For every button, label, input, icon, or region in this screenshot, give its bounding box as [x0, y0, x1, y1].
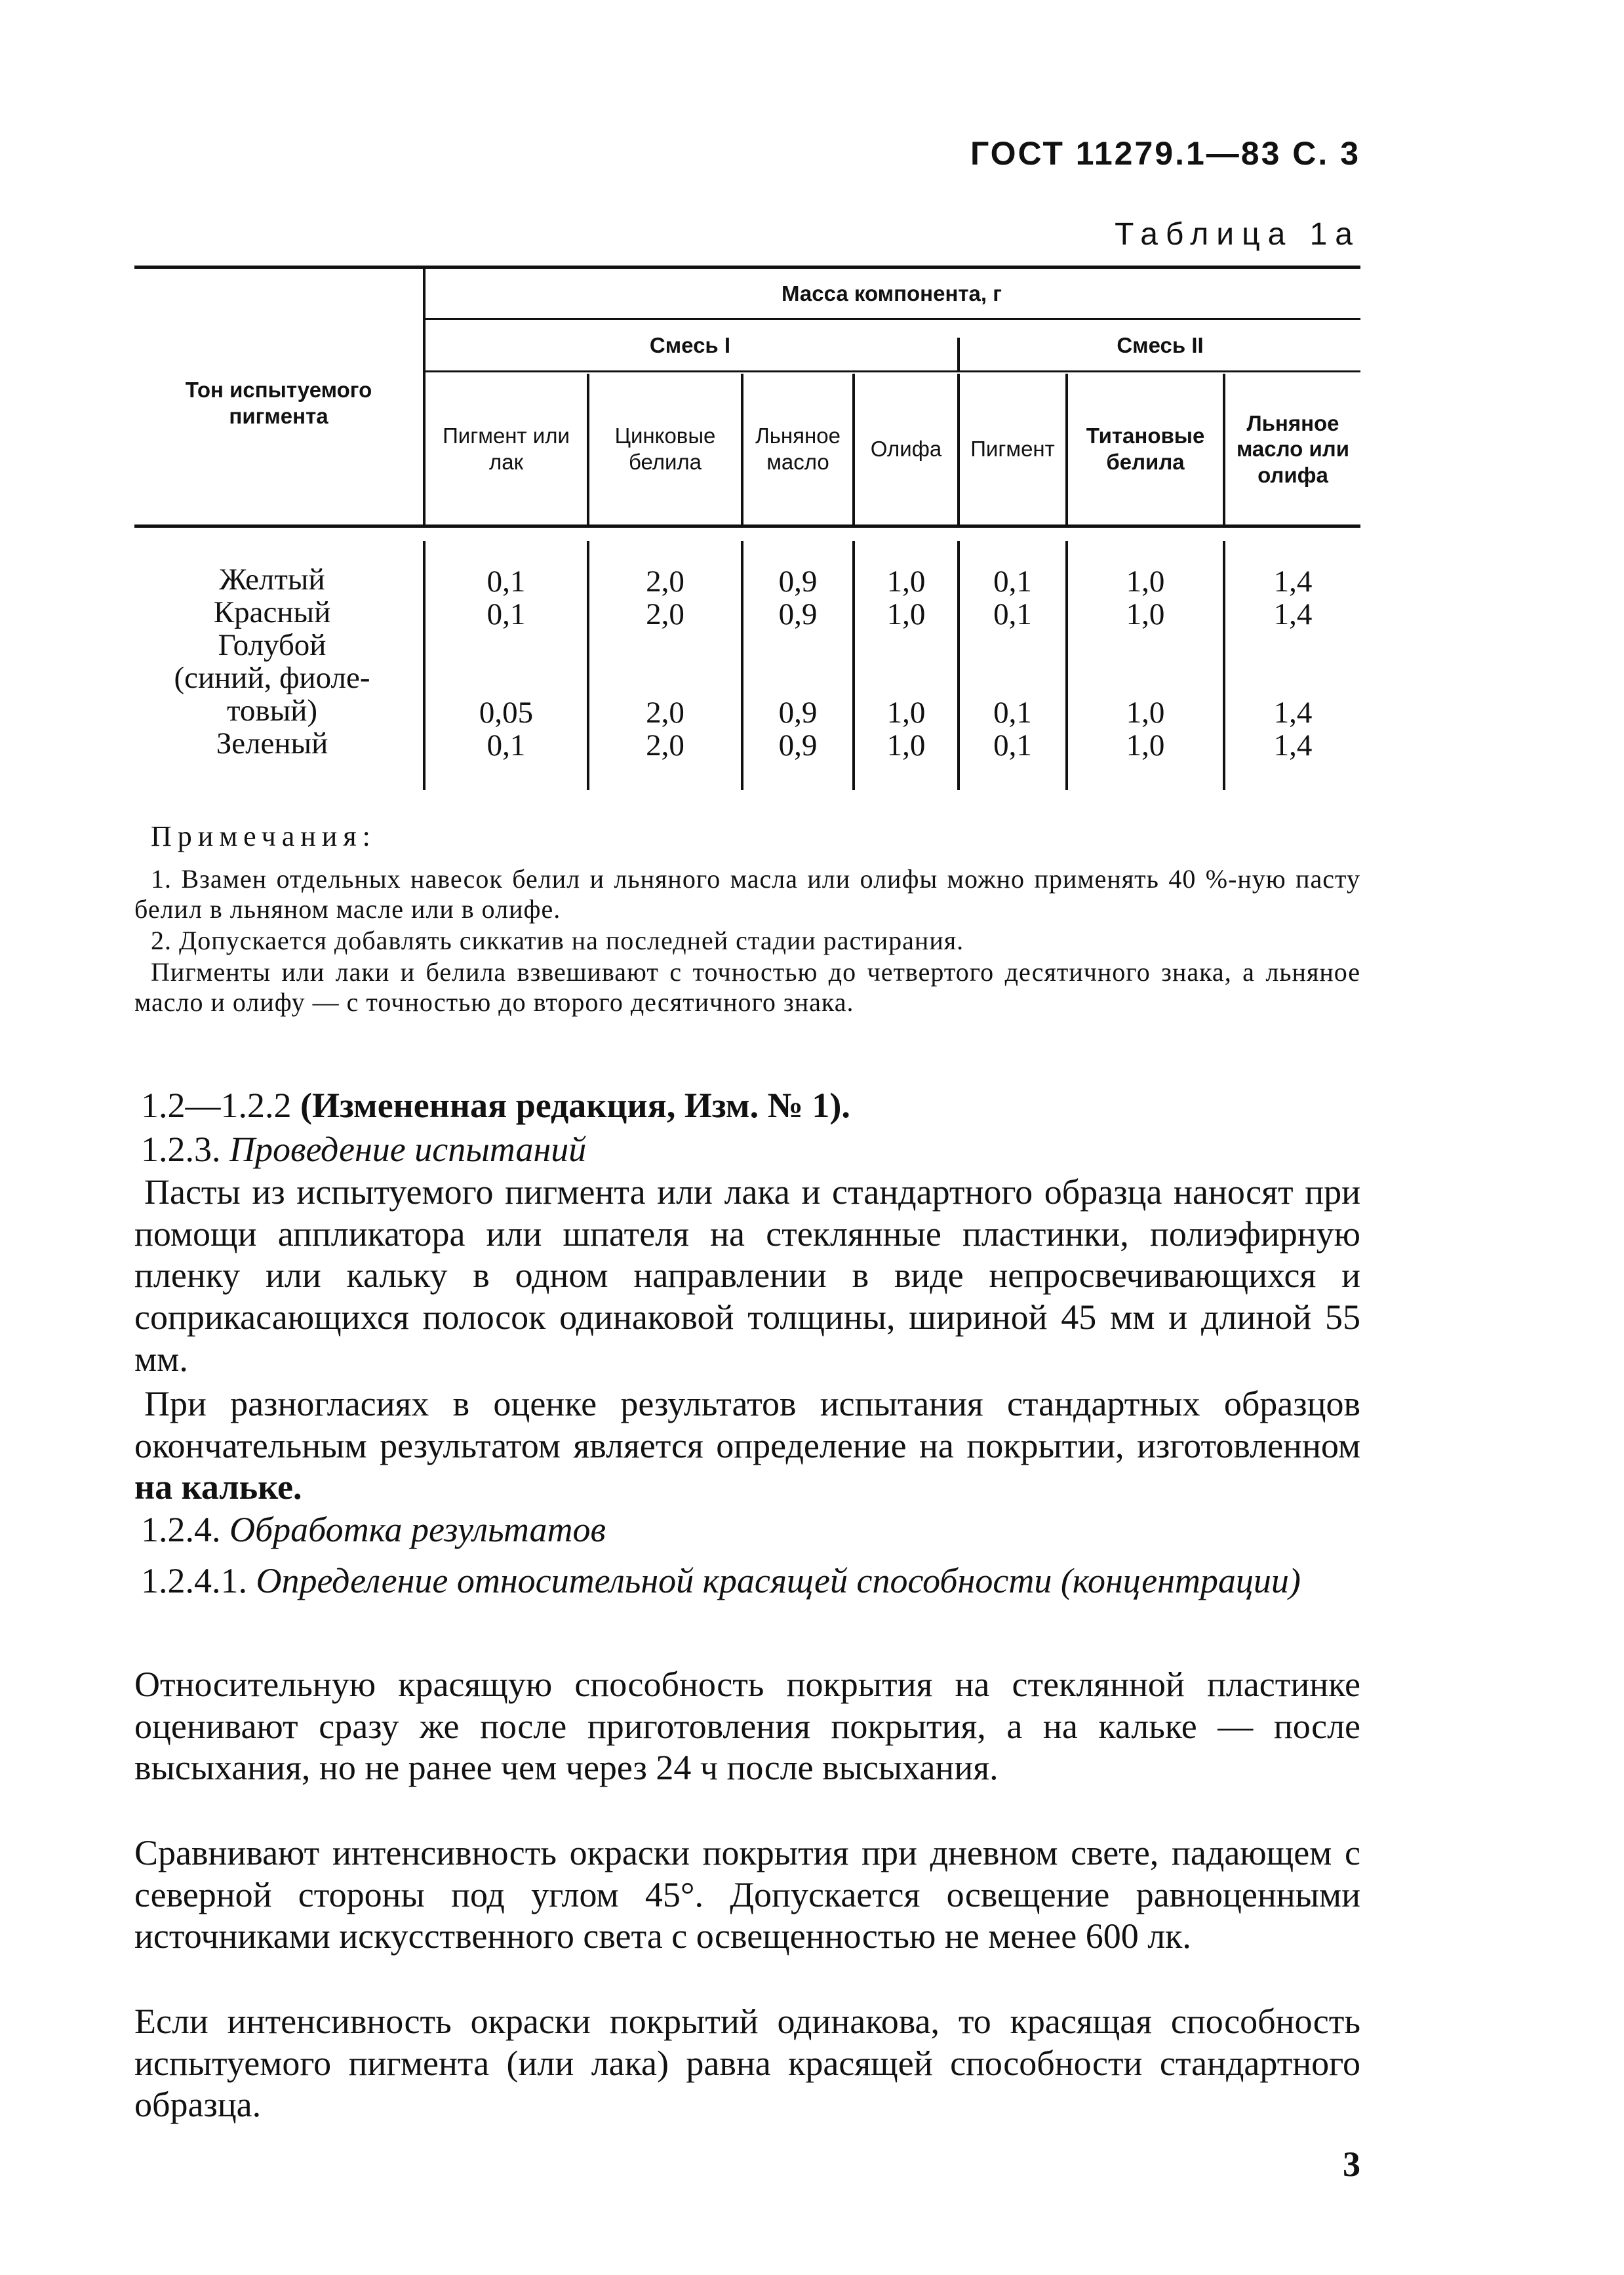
section-1-2-4-1-heading [134, 1560, 1360, 1602]
cell-r1-c0: 0,1 [486, 597, 526, 631]
amendment-text: (Измененная редакция, Изм. № 1). [300, 1086, 850, 1125]
section-1-2-4-1-title: Определение относительной красящей способности (концентрации) [256, 1561, 1301, 1600]
mix-rule [423, 370, 1360, 372]
amendment-number: 1.2—1.2.2 [141, 1086, 292, 1125]
cell-r3-c5: 1,0 [1126, 728, 1165, 762]
note-1: 1. Взамен отдельных навесок белил и льняного масла или олифы можно применять 40 %-ную пасту белил в льняном масле или в олифе. [134, 864, 1360, 924]
header-bottom-rule [134, 524, 1360, 528]
cell-r0-c5: 1,0 [1126, 564, 1165, 599]
amendment-line [141, 1085, 850, 1127]
cell-r3-c2: 0,9 [778, 728, 818, 762]
paragraph-lighting: Сравнивают интенсивность окраски покрытия при дневном свете, падающем с северной стороны под углом 45°. Допускается освещение равноценными источниками искусственного света с освещенностью не менее 600 лк. [134, 1833, 1360, 1956]
cell-r0-c3: 1,0 [886, 564, 926, 599]
row-label-yellow: Желтый [219, 563, 325, 597]
row-label-blue-line3: товый) [227, 694, 317, 728]
component-table [134, 266, 1360, 790]
note-3: Пигменты или лаки и белила взвешивают с точностью до четвертого десятичного знака, а льняное масло и олифу — с точностью до второго десятичного знака. [134, 957, 1360, 1017]
cell-r2-c0: 0,05 [479, 696, 534, 730]
cell-r1-c5: 1,0 [1126, 597, 1165, 631]
paragraph-assessment: Относительную красящую способность покрытия на стеклянной пластинке оценивают сразу же после приготовления покрытия, а на кальке — после высыхания, но не ранее чем через 24 ч после высыхания. [134, 1665, 1360, 1788]
col-linseed-or-drying-oil: Льняное масло или олифа [1236, 410, 1350, 487]
section-1-2-3-heading [141, 1129, 586, 1171]
cell-r3-c3: 1,0 [886, 728, 926, 762]
cell-r0-c2: 0,9 [778, 564, 818, 599]
row-label-blue-line2: (синий, фиоле- [174, 661, 370, 695]
document-code: ГОСТ 11279.1—83 С. 3 [970, 135, 1360, 172]
row-label-red: Красный [213, 595, 331, 629]
paragraph-application: Пасты из испытуемого пигмента или лака и стандартного образца наносят при помощи аппликатора или шпателя на стеклянные пластинки, полиэфирную пленку или кальку в одном направлении в виде непросвечивающихся и соприкасающихся полосок одинаковой толщины, шириной 45 мм и длиной 55 мм. [134, 1172, 1360, 1379]
paragraph-disputes-bold: на кальке. [134, 1467, 302, 1507]
col-pigment-or-lacquer: Пигмент или лак [443, 424, 570, 474]
cell-r2-c1: 2,0 [646, 696, 684, 730]
cell-r1-c3: 1,0 [886, 597, 926, 631]
header-mix2: Смесь II [1117, 332, 1204, 357]
section-1-2-4-number: 1.2.4. [141, 1510, 221, 1549]
cell-r3-c4: 0,1 [993, 728, 1032, 762]
row-label-green: Зеленый [216, 726, 328, 761]
cell-r2-c4: 0,1 [993, 696, 1032, 730]
section-1-2-3-title: Проведение испытаний [229, 1130, 587, 1169]
cell-r2-c5: 1,0 [1126, 696, 1165, 730]
paragraph-disputes [134, 1383, 1360, 1509]
cell-r2-c3: 1,0 [886, 696, 926, 730]
cell-r1-c2: 0,9 [778, 597, 818, 631]
cell-r3-c0: 0,1 [486, 728, 526, 762]
paragraph-conclusion: Если интенсивность окраски покрытий одинакова, то красящая способность испытуемого пигмента (или лака) равна красящей способности стандартного образца. [134, 2002, 1360, 2125]
col-zinc-white: Цинковые белила [614, 424, 716, 474]
cell-r0-c0: 0,1 [486, 564, 526, 599]
table-caption: Таблица 1а [1115, 217, 1360, 252]
row-label-blue-line1: Голубой [218, 628, 327, 662]
header-mix1: Смесь I [649, 332, 731, 357]
col-linseed-oil: Льняное масло [755, 424, 841, 474]
cell-r0-c4: 0,1 [993, 564, 1032, 599]
cell-r2-c6: 1,4 [1273, 696, 1313, 730]
section-1-2-3-number: 1.2.3. [141, 1130, 221, 1169]
paragraph-disputes-text: При разногласиях в оценке результатов испытания стандартных образцов окончательным результатом является определение на покрытии, изготовленном [134, 1384, 1360, 1465]
header-tone: Тон испытуемого пигмента [185, 378, 372, 428]
cell-r1-c4: 0,1 [993, 597, 1032, 631]
cell-r0-c1: 2,0 [646, 564, 684, 599]
notes-title: Примечания: [151, 820, 376, 852]
note-2: 2. Допускается добавлять сиккатив на последней стадии растирания. [151, 926, 964, 955]
section-1-2-4-title: Обработка результатов [229, 1510, 606, 1549]
cell-r3-c1: 2,0 [646, 728, 684, 762]
header-mass: Масса компонента, г [782, 281, 1002, 306]
cell-r3-c6: 1,4 [1273, 728, 1313, 762]
section-1-2-4-heading [141, 1509, 606, 1551]
col-drying-oil: Олифа [870, 437, 942, 462]
cell-r1-c6: 1,4 [1273, 597, 1313, 631]
cell-r1-c1: 2,0 [646, 597, 684, 631]
cell-r2-c2: 0,9 [778, 696, 818, 730]
page-number: 3 [1343, 2145, 1360, 2184]
col-titanium-white: Титановые белила [1086, 424, 1205, 474]
cell-r0-c6: 1,4 [1273, 564, 1313, 599]
col-pigment-2: Пигмент [970, 437, 1055, 462]
section-1-2-4-1-number: 1.2.4.1. [141, 1561, 247, 1600]
